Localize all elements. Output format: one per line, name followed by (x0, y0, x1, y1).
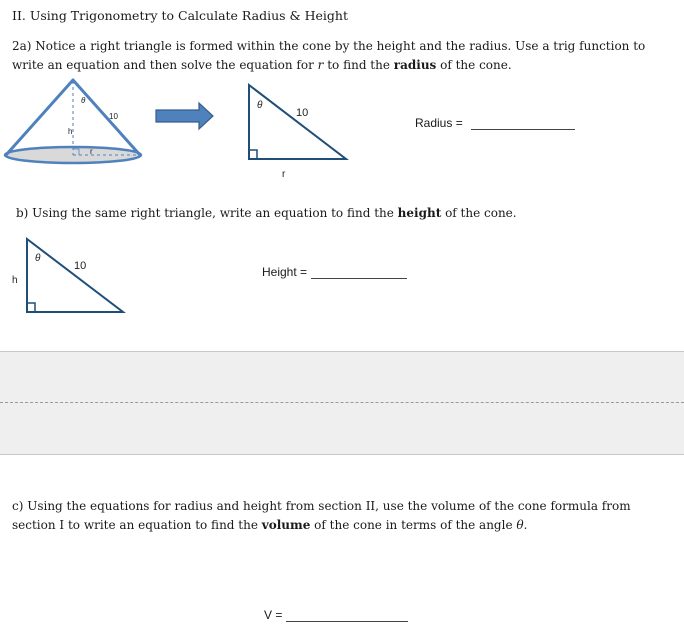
right-arrow-icon (155, 102, 215, 130)
question-2c-end: . (523, 518, 528, 532)
radius-answer (415, 116, 575, 130)
angle-theta: θ (516, 518, 524, 532)
right-triangle-radius (240, 80, 360, 180)
variable-r: r (317, 58, 324, 72)
question-2c-bold: volume (261, 518, 311, 532)
question-2a-middle: to find the (323, 58, 394, 72)
separator-band (0, 351, 684, 455)
triangle-a-hyp-label: 10 (296, 107, 309, 119)
cone-radius-label: r (90, 147, 93, 156)
right-triangle-height (8, 234, 133, 319)
radius-label: Radius = (415, 116, 463, 130)
question-2c (12, 497, 672, 535)
cone-angle-label: θ (81, 96, 86, 105)
question-2a-bold: radius (393, 58, 437, 72)
question-2b (16, 204, 676, 223)
volume-answer-blank[interactable] (286, 609, 408, 622)
cone-slant-label: 10 (109, 112, 118, 121)
cone-diagram (0, 75, 150, 170)
triangle-b-hyp-label: 10 (74, 260, 87, 272)
height-answer-blank[interactable] (311, 266, 407, 279)
question-2b-text: b) Using the same right triangle, write an equation to find the (16, 206, 398, 220)
height-answer (262, 265, 407, 279)
triangle-a-base-label: r (282, 169, 286, 180)
question-2a-text: 2a) Notice a right triangle is formed within the cone by the height and the radius. Use a trig function to write an equation and then solve the equation for (12, 39, 646, 72)
height-label: Height = (262, 265, 308, 279)
triangle-b-angle-label: θ (35, 253, 41, 264)
question-2b-suffix: of the cone. (441, 206, 517, 220)
volume-label: V = (264, 608, 283, 622)
question-2a-suffix: of the cone. (436, 58, 512, 72)
cone-height-label: h (68, 127, 73, 136)
question-2c-suffix: of the cone in terms of the angle (310, 518, 517, 532)
question-2b-bold: height (397, 206, 442, 220)
radius-answer-blank[interactable] (471, 117, 575, 130)
question-2a (12, 37, 672, 75)
triangle-b-side-label: h (12, 275, 18, 286)
volume-answer (264, 608, 408, 622)
section-title: II. Using Trigonometry to Calculate Radius & Height (12, 8, 348, 23)
question-2c-text: c) Using the equations for radius and height from section II, use the volume of the cone formula from section I to write an equation to find the (12, 499, 631, 532)
separator-dashed-line (0, 402, 684, 403)
triangle-a-angle-label: θ (257, 100, 263, 111)
